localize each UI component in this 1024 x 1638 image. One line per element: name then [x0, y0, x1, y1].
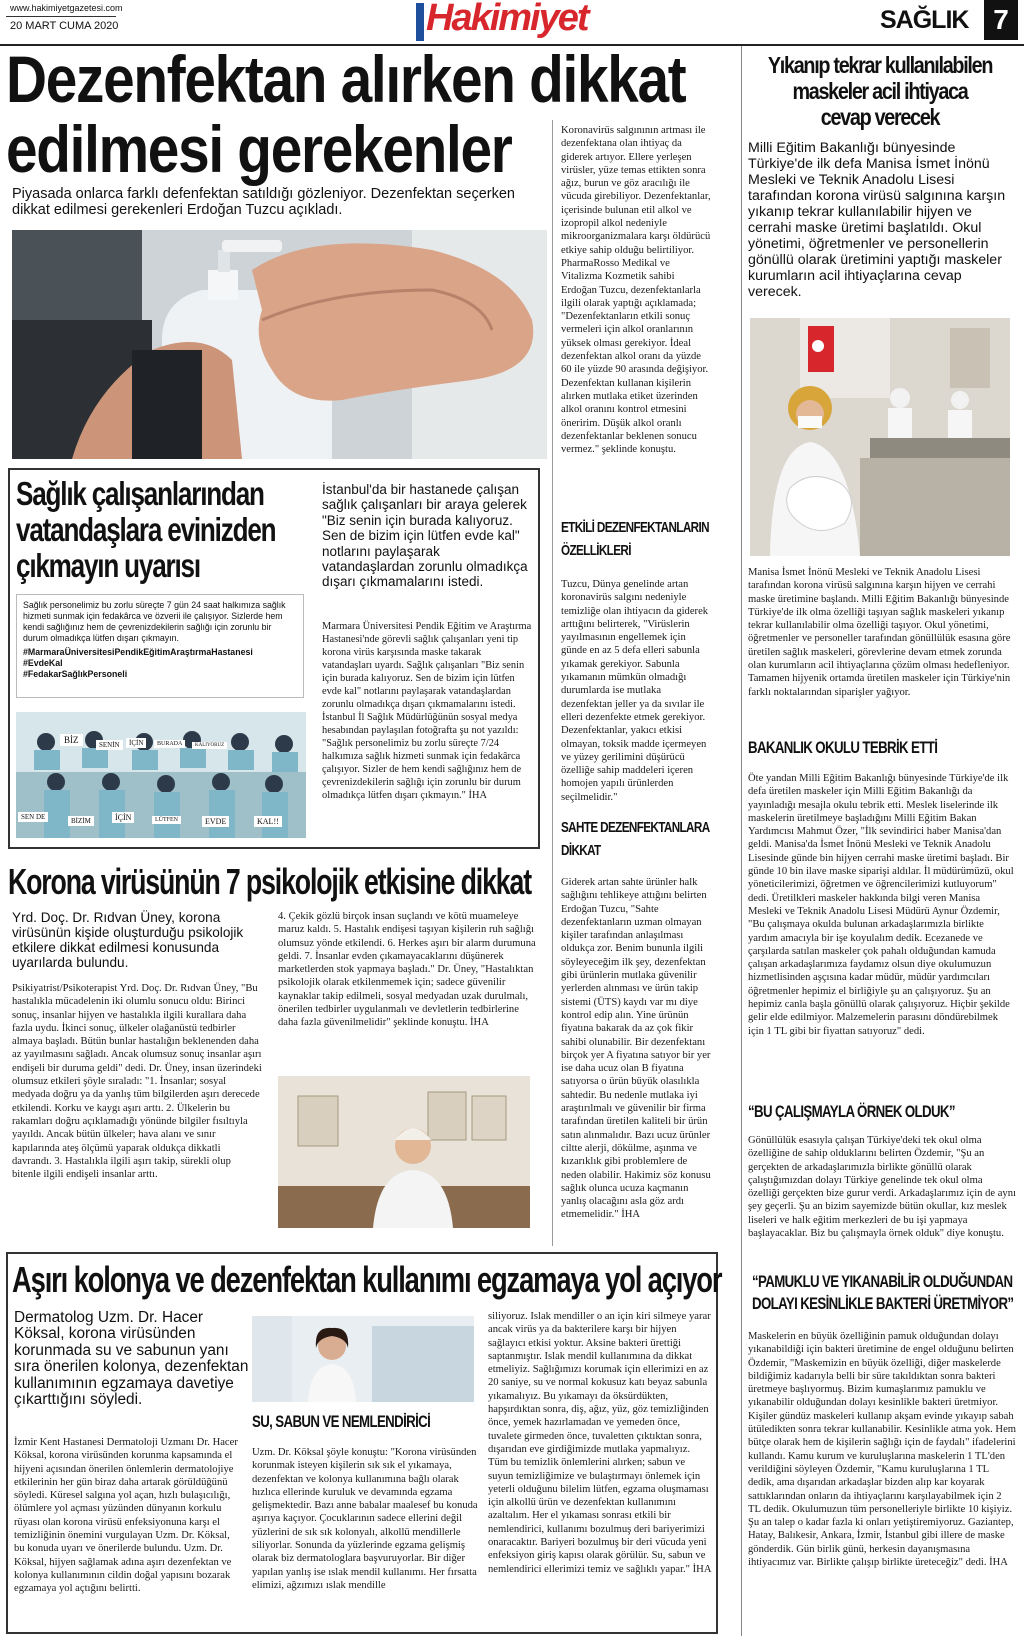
article4-col1: İzmir Kent Hastanesi Dermatoloji Uzmanı Dr. Hacer Köksal, korona virüsünden korunma kapsamında el hijyeni açısından önerilen önlemlerin dermatolojiye etkilerinin her gün biraz daha artarak görüldüğünü söyledi. Küresel salgına yol açan, hızlı bulaşıcılığı, ölümlere yol açması yüzünden dünyanın korkulu rüyası olan korona virüsü enfeksiyonuna karşı el temizliğinin önemini vurgulayan Uzm. Dr. Köksal, bu konuda uyarı ve önerilerde bulundu. Uzm. Dr. Köksal, hijyen sağlamak adına aşırı dezenfektan ve kolonya kullanımının cildin doğal yapısını bozarak egzamaya yol açtığını belirtti.	[14, 1437, 238, 1595]
sign-11: KAL!!	[254, 816, 282, 827]
sign-7: BİZİM	[68, 816, 94, 826]
article5-body4: Maskelerin en büyük özelliğinin pamuk olduğundan dolayı yıkanabildiği için bakteri üretimine de engel olduğunu belirten Özdemir, "Maskemizin en büyük özelliği, diğer maskelerde bildiğimiz kadarıyla belli bir süre takıldıktan sonra bakteri üretmeye başlıyormuş. Bizim kumaşlarımız pamuklu ve yıkanabilir olduğundan dolayı kesinlikle bakteri üretmiyor. Kişiler gündüz maskeleri kullanıp akşam evinde yıkayıp sabah ütüledikten sonra tekrar kullanabilir. Kesinlikle atma yok. Hem bütçe olarak hem de kişilerin sağlığı için de faydalı" ifadelerini kullandı. Kamu kurum ve kuruluşlarına maskelerin 1 TL'den verildiğini söyleyen Özdemir, "Kamu kuruluşlarına 1 TL dedik, ama dışarıdan arkadaşlar bizden alıp kar koyarak sattıklarından onların da ihtiyaçlarını karşılayabilmek için 2 TL dedik. Okulumuzun tüm personelleriyle birlikte 10 kişiyiz. Şu an talep o kadar fazla ki onları yetiştiremiyoruz. Gaziantep, Hatay, Balıkesir, Ankara, İzmir, İstanbul gibi illere de maske gönderdik. Gün birlik günü, herkesin dayanışmasına ihtiyacımız var. Birlikte çalışıp birlikte üreteceğiz" dedi. İHA	[748, 1331, 1016, 1569]
article1-col3: Giderek artan sahte ürünler halk sağlığını tehlikeye attığını belirten Erdoğan Tuzcu, "Sahte dezenfektanların uzman olmayan kişiler tarafından anlaşılması oldukça zor. Benim bununla ilgili söyleyeceğim ilk şey, dezenfektan gibi ürünlerin mutlaka güvenilir yerlerden alınması ve ürün takip sistemi (ÜTS) kaydı var mı diye kontrol edip alın. Yine ürünün fiyatına bakarak da az çok fikir sahibi olunabilir. Bir dezenfektanı birçok yer A fiyatına satıyor bir yer ise daha ucuz olan B fiyatına satıyorsa o ürün büyük olasılıkla sahtedir. Bu nedenle mutlaka iyi araştırılmalı ve güvenilir bir firma tarafından üretilen kaliteli bir ürün satın alınmalıdır. Bazı ucuz ürünler ciltte alerji, dökülme, aşınma ve kızarıklık gibi problemlere de neden olabilir. Hakimiz söz konusu sağlık olunca ucuza kaçmanın yanlış olacağını asla göz ardı etmemelidir." İHA	[561, 877, 711, 1221]
article1-sub2	[561, 816, 709, 862]
column-rule-1	[552, 120, 553, 1246]
dermatologist-photo	[252, 1316, 474, 1402]
article5-sub1: BAKANLIK OKULU TEBRİK ETTİ	[748, 738, 938, 757]
column-rule-2	[741, 46, 742, 1636]
article5-headline-line3: cevap verecek	[820, 104, 940, 130]
social-post-tag2[interactable]: #EvdeKal	[23, 658, 63, 668]
article3-lead: Yrd. Doç. Dr. Rıdvan Üney, korona virüsünün kişide oluşturduğu psikolojik etkilere dikkat edilmesi konusunda uyarılarda bulundu.	[12, 910, 244, 970]
social-post-card	[16, 594, 304, 698]
article1-col2: Tuzcu, Dünya genelinde artan koronavirüs salgını nedeniyle temizliğe olan ihtiyacın da giderek arttığını belirterek, "Virüslerin yayılmasının engellemek için günde en az 5 defa elleri sabunla yıkamak gerekiyor. Sabunla yıkamanın mümkün olmadığı durumlarda ise mutlaka dezenfektan jeller ya da sıvılar ile elleri dezenfekte etmek gerekiyor. Dezenfektanlar, yakıcı etkisi olmayan, toksik madde içermeyen ve yüzey gerilimini düşürücü özelliğe sahip maddeleri içeren homojen yapılı ürünlerden seçilmelidir."	[561, 579, 709, 803]
article3-headline: Korona virüsünün 7 psikolojik etkisine dikkat	[8, 861, 531, 902]
article1-sub2-text: SAHTE DEZENFEKTANLARA DİKKAT	[561, 819, 710, 859]
sign-9: LÜTFEN	[152, 816, 181, 824]
issue-date: 20 MART CUMA 2020	[10, 20, 119, 32]
doctor-portrait-photo	[278, 1076, 530, 1228]
social-post-tag1[interactable]: #MarmaraÜniversitesiPendikEğitimAraştırmaHastanesi	[23, 647, 253, 657]
article1-sub1-text: ETKİLİ DEZENFEKTANLARIN ÖZELLİKLERİ	[561, 519, 709, 559]
sign-10: EVDE	[202, 816, 229, 827]
article2-headline-line2: vatandaşlara evinizden	[16, 511, 276, 548]
article1-sub1	[561, 516, 709, 562]
article2-lead: İstanbul'da bir hastanede çalışan sağlık çalışanları bir araya gelerek "Biz senin için burada kalıyoruz. Sen de bizim için lütfen evde kal" notlarını paylaşarak vatandaşlardan zorunlu olmadıkça dışarı çıkmamalarını istedi.	[322, 482, 528, 590]
article5-body3: Gönüllülük esasıyla çalışan Türkiye'deki tek okul olma özelliğine de sahip olduklarını belirten Özdemir, "Şu an gerçekten de arkadaşlarımızla birlikte gönüllü olarak çalıştığımızdan dolayı Türkiye genelinde tek okul olma özelliği gerçekten bize gurur verdi. Arkadaşlarımız için de aynı şey geçerli. Şu an bizim sayemizde bütün okullar, kız meslek liseleri ve halk eğitim merkezleri de bu işi yapmaya başlayacaklar. Biz bu çalışmayla örnek olduk" diye konuştu.	[748, 1135, 1016, 1240]
sign-4: BURADA	[154, 740, 185, 748]
sign-5: KALIYORUZ	[192, 742, 227, 749]
article2-headline-line3: çıkmayın uyarısı	[16, 547, 200, 584]
header-rule-left	[6, 16, 116, 17]
logo-bar	[416, 3, 424, 41]
sign-3: İÇİN	[126, 738, 146, 748]
sign-8: İÇİN	[112, 812, 134, 823]
social-post-tag3[interactable]: #FedakarSağlıkPersoneli	[23, 669, 128, 679]
article1-lead: Piyasada onlarca farklı defenfektan satıldığı gözleniyor. Dezenfektan seçerken dikkat edilmesi gerekenleri Erdoğan Tuzcu açıkladı.	[12, 186, 515, 218]
article5-headline-line1: Yıkanıp tekrar kullanılabilen	[767, 52, 993, 78]
sign-2: SENİN	[96, 740, 123, 750]
page-number: 7	[984, 0, 1018, 40]
article5-sub2: “BU ÇALIŞMAYLA ÖRNEK OLDUK”	[748, 1102, 955, 1121]
article1-headline-line1: Dezenfektan alırken dikkat	[6, 42, 686, 116]
mask-production-photo	[750, 318, 1010, 556]
article4-col3: siliyoruz. Islak mendiller o an için kiri silmeye yarar ancak virüs ya da bakterilere karşı bir hijyen sağlayıcı etkisi yoktur. Aksine bakteri ürettiği saptanmıştır. Islak mendil kullanımına da dikkat etmeliyiz. Sağlığımızı korumak için ellerimizi en az 20 saniye, su ve normal kokusuz katı beyaz sabunla yıkamalıyız. Bu yıkamayı da öksürdükten, hapşırdıktan sonra, diş, ağız, yüz, göz temizliğinden önce, yemek hazırlamadan ve yemeden önce, tuvalete girmeden önce, tuvaletten çıktıktan sonra, dışarıdan eve girdiğimizde mutlaka yapmalıyız. Tüm bu temizlik önlemlerini alırken; sabun ve suyun temizliğimize ve bulaştırmayı önlemek için yeterli olduğunu bilelim lütfen, egzama oluşmaması için alkollü ürün ve dezenfektan kullanımını azaltalım. Her el yıkaması sonrası etkili bir nemlendirici, kullanımı bozulmuş deri bariyerimizi onaracaktır. Bariyeri bozulmuş bir deri vücuda yeni enfeksiyon giriş kapısı olarak görülür. Su, sabun ve nemlendirici ellerimizi temiz ve sağlıklı yapar." İHA	[488, 1311, 712, 1575]
article5-lead: Milli Eğitim Bakanlığı bünyesinde Türkiye'de ilk defa Manisa İsmet İnönü Mesleki ve Teknik Anadolu Lisesi tarafından korona virüsü salgınına karşın yıkanıp tekrar kullanılabilir hijyen ve cerrahi maske üretimi başlatıldı. Okul yönetimi, öğretmenler ve personellerin gönüllü olarak üretimini yaptığı maskeler kurumların acil ihtiyaçlarına cevap verecek.	[748, 140, 1006, 300]
article1-col1: Koronavirüs salgınının artması ile dezenfektana olan ihtiyaç da giderek artıyor. Ellere yerleşen virüsler, yüze temas ettikten sonra ağız, burun ve göz aracılığı ile vücuda girebiliyor. Dezenfektanlar, içerisinde bulunan etil alkol ve izopropil alkol nedeniyle mikroorganizmalara karşı öldürücü etkiye sahip olduğu belirtiliyor. PharmaRosso Medikal ve Vitalizma Kozmetik sahibi Erdoğan Tuzcu, dezenfektanlarla ilgili olarak yaptığı açıklamada; "Dezenfektanların etkili sonuç vermeleri için alkol oranlarının yüksek olması gerekiyor. İdeal dezenfektan alkol oranı da yüzde 60 ile yüzde 90 arasında değişiyor. Dezenfektan kullanan kişilerin alırken mutlaka etiket üzerinden alkol oranını kontrol etmesini öneririm. Düşük alkol oranlı dezenfektanlar beklenen sonucu vermez." şeklinde konuştu.	[561, 125, 711, 456]
article3-col2: 4. Çekik gözlü birçok insan suçlandı ve kötü muameleye maruz kaldı. 5. Hastalık endişesi taşıyan kişilerin ruh sağlığı olumsuz yönde etkilendi. 6. Herkes aşırı bir alarm durumuna geldi. 7. İnsanlar evden çıkamayacaklarını düşünerek marketlerden stok yapmaya başladı." Dr. Üney, "Hastalıktan psikolojik olarak etkilenmemek için; sadece güvenilir kaynaklar takip edilmeli, sosyal medyadan uzak durulmalı, önerilen tedbirler uygulanmalı ve devletlerin tedbirlerine daha fazla güvenilmelidir" şeklinde konuştu. İHA	[278, 911, 536, 1029]
article5-body1: Manisa İsmet İnönü Mesleki ve Teknik Anadolu Lisesi tarafından korona virüsü salgınına karşın hijyen ve cerrahi maske üretimine başlandı. Milli Eğitim Bakanlığı bünyesinde Türkiye'de ilk olma özelliği taşıyan sağlık maskeleri yıkanıp tekrar kullanılabilir olma özelliği taşıyor. Okul yönetimi, öğretmenler ve personeller tarafından gönüllülük esasına göre üretilen sağlık maskeleri, görevlerine devam etmek zorunda olan kurumların acil ihtiyaçlarına çözüm olması hedefleniyor. Tamamen hijyenik ortamda üretilen maskeler için Türkiye'nin farklı noktalarından siparişler yağıyor.	[748, 567, 1011, 698]
section-label: SAĞLIK	[880, 6, 969, 34]
article5-sub3-line2: DOLAYI KESİNLİKLE BAKTERİ ÜRETMİYOR”	[752, 1294, 1014, 1313]
logo[interactable]: Hakimiyet	[426, 0, 588, 39]
article1-headline-line2: edilmesi gerekenler	[6, 112, 512, 186]
health-workers-photo	[16, 712, 306, 838]
social-post-note: Sağlık personelimiz bu zorlu süreçte 7 gün 24 saat halkımıza sağlık hizmeti sunmak için fedakârca ve özverii ile çalışıyor. Sizlerde hem kendi sağlığınız hem de çevrenizdekilerin sağlığı için zorunlu bir durum olmadıkça lütfen dışarı çıkmayın.	[23, 600, 286, 643]
site-url[interactable]: www.hakimiyetgazetesi.com	[10, 3, 123, 13]
article5-sub3-line1: “PAMUKLU VE YIKANABİLİR OLDUĞUNDAN	[752, 1272, 1013, 1291]
article5-body2: Öte yandan Milli Eğitim Bakanlığı bünyesinde Türkiye'de ilk defa üretilen maskeler için Milli Eğitim Bakanlığı da yayınladığı mesajla okulu tebrik etti. Meslek liselerinde ilk maskelerin üretilmeye başladığını Milli Eğitim Bakan Yardımcısı Mahmut Özer, "İlk sevindirici haber Manisa'dan geldi. Manisa'da İsmet İnönü Mesleki ve Teknik Anadolu Lisesinde günde bin hijyen cerrahi maske üretimi başladı. Bir günde 10 bin ilave maske siparişi aldılar. İl müdürümüzü, okul yöneticilerimizi, öğretmen ve öğrencilerimizi kutluyorum" dedi. Üretilkleri maskeler hakkında bilgi veren Manisa Mesleki ve Teknik Anadolu Lisesi Müdürü Aynur Özdemir, "Bu çalışmaya okulda bulunan arkadaşlarımızla birlikte yardım amacıyla bir işe koyulalım dedik. Ecezanede ve çarşılarda satılan maskeler çok pahalı olduğundan kamuda çalışan arkadaşlarımıza faydamız olsun diye okulumuzun hizmetlisinden aşçısına kadar müdür, müdür yardımcıları öğretmenler hepimiz el birliğiyle şu an çalışıyoruz. Şu an hepimiz canla başla gönüllü olarak çalışıyoruz. Hiçbir şekilde gelir elde edilmiyor. Malzemelerin parasını döndürebilmek için 1 TL gibi bir fiyattan satıyoruz" dedi.	[748, 773, 1014, 1037]
sign-6: SEN DE	[18, 812, 48, 822]
hand-sanitizer-photo	[12, 230, 547, 459]
article2-body: Marmara Üniversitesi Pendik Eğitim ve Araştırma Hastanesi'nde görevli sağlık çalışanları yeni tip korona virüs karşısında maske takarak vatandaşları uyardı. Sağlık çalışanları "Biz senin için burada kalıyoruz. Sen de bizim için lütfen evde kal" notlarını paylaşarak vatandaşlardan zorunlu olmadıkça dışarı çıkmamalarını istedi. İstanbul İl Sağlık Müdürlüğünün sosyal medya hesabından paylaşılan fotoğrafta şu not yazıldı: "Sağlık personelimiz bu zorlu süreçte 7/24 halkımıza sağlık hizmeti sunmak için fedakârca çalışıyor. Sizler de hem kendi sağlığınız hem de çevrenizdekilerin sağlığı için zorunlu bir durum olmadıkça lütfen dışarı çıkmayın." İHA	[322, 621, 532, 801]
article4-lead: Dermatolog Uzm. Dr. Hacer Köksal, korona virüsünden korunmada su ve sabunun yanı sıra önerilen kolonya, dezenfektan kullanımının egzamaya davetiye çıkarttığını söyledi.	[14, 1310, 249, 1409]
article2-headline-line1: Sağlık çalışanlarından	[16, 475, 264, 512]
article4-sub: SU, SABUN VE NEMLENDİRİCİ	[252, 1412, 431, 1431]
sign-1: BİZ	[60, 734, 83, 746]
article5-headline-line2: maskeler acil ihtiyaca	[792, 78, 968, 104]
article4-col2: Uzm. Dr. Köksal şöyle konuştu: "Korona virüsünden korunmak isteyen kişilerin sık sık el yıkamaya, dezenfektan ve kolonya kullanımına bağlı olarak hızlıca ellerinde kuruluk ve devamında egzama gelişmektedir. Bazı anne babalar maalesef bu konuda aşırıya kaçıyor. Çocuklarının sadece ellerini değil yüzlerini de sık sık kolonyalı, alkollü mendillerle siliyorlar. Sonunda da yüzlerinde egzama gelişmiş olarak biz dermatologlara başvuruyorlar. Bir diğer yapılan yanlış ise ıslak mendil kullanımı. Her fırsatta elimizi, ağzımızı ıslak mendille	[252, 1447, 478, 1591]
article3-col1: Psikiyatrist/Psikoterapist Yrd. Doç. Dr. Rıdvan Üney, "Bu hastalıkla mücadelenin iki olumlu sonucu oldu: Birinci sonuç, insanlar hijyen ve hastalıkla ilgili kurallara daha fazla uydu. İkinci sonuç, ülkeler olağanüstü tedbirler almaya başladı. Bütün bunlar hastalığın beklenenden daha az yayılmasını sağladı. Ancak olumsuz sonuç insanlar aşırı endişeli bir duruma geldi" dedi. Dr. Üney, insan üzerindeki olumsuz etkileri şöyle sıraladı: "1. İnsanlar; sosyal medyada doğru ya da yanlış tüm bilgilerden aşırı derecede etkilendi. Korku ve kaygı aşırı arttı. 2. Ülkelerin bu rakamları doğru açıklamadığı yönünde bilgiler fısıltıyla yayıldı. Ancak bütün ülkeler; hava alanı ve sınır kapılarında ateş ölçümü yaparak oldukça dikkatli davrandı. 3. Hastalıkla ilgili aşırı takip, sürekli olup bitenle ilgili endişeli insanlar arttı.	[12, 983, 262, 1181]
article4-headline: Aşırı kolonya ve dezenfektan kullanımı egzamaya yol açıyor	[12, 1259, 722, 1300]
